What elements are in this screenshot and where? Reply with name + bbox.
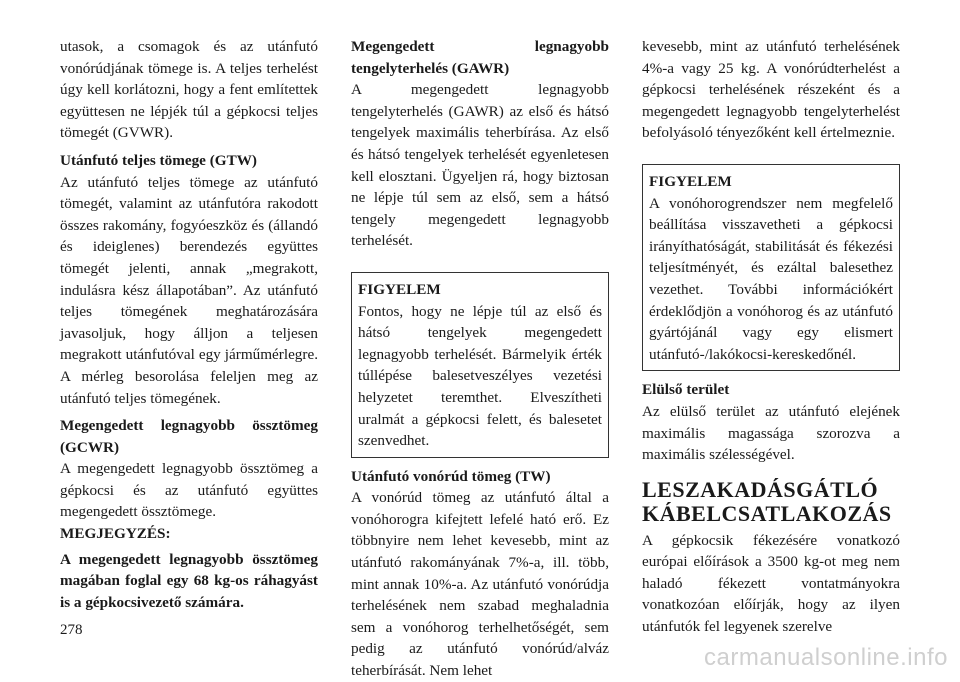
page-number: 278 xyxy=(60,622,83,638)
warning-text: Fontos, hogy ne lépje túl az első és hátsó tengelyek megengedett legnagyobb terhelését. Bármelyik érték túllépése balesetveszélyes vezetési helyzetet teremthet. Elveszítheti uralmát a gépkocsi felett, és balesetet szenvedhet. xyxy=(358,302,602,450)
paragraph-tw: A vonórúd tömeg az utánfutó által a vonóhorogra kifejtett lefelé ható erő. Ez többnyire nem lehet kevesebb, mint az utánfutó rakományának 7%-a, ill. több, mint annak 10%-a. Az utánfutó vonórúdja terhelésének nem szabad meghaladnia sem a vonóhorog terhelhetőségét, sem pedig az utánfutó vonórúd/alváz teherbírását. Nem lehet xyxy=(351,489,609,680)
watermark: carmanualsonline.info xyxy=(704,644,948,671)
paragraph-gawr: A megengedett legnagyobb tengelyterhelés (GAWR) az első és hátsó tengelyek maximális teherbírása. Az első és hátsó tengelyek terhelését egyenletesen kell elosztani. Ügyeljen rá, hogy biztosan ne lépje túl sem az első, sem a hátsó tengely megengedett legnagyobb terhelését. xyxy=(351,81,609,250)
paragraph-breakaway-cable: A gépkocsik fékezésére vonatkozó európai előírások a 3500 kg-ot meg nem haladó fékezett vontatmányokra vonatkozóan előírják, hogy az ilyen utánfutók fel legyenek szerelve xyxy=(642,531,900,636)
note-text: A megengedett legnagyobb össztömeg magában foglal egy 68 kg-os ráhagyást is a gépkocsivezető számára. xyxy=(60,550,318,611)
warning-box-axle xyxy=(351,272,609,458)
paragraph-gcwr: A megengedett legnagyobb össztömeg a gépkocsi és az utánfutó együttes megengedett össztömege. xyxy=(60,460,318,521)
heading-gtw: Utánfutó teljes tömege (GTW) xyxy=(60,151,257,169)
warning-text: A vonóhorogrendszer nem megfelelő beállítása visszavetheti a gépkocsi irányíthatóságát, stabilitását és fékezési teljesítményét, és ezáltal balesethez vezethet. További információkért érdeklődjön a vonóhorog és az utánfutó gyártójánál vagy egy elismert utánfutó-/lakókocsi-kereskedőnél. xyxy=(649,194,893,363)
heading-gawr: Megengedett legnagyobb tengelyterhelés (GAWR) xyxy=(351,38,609,77)
paragraph-continued: kevesebb, mint az utánfutó terhelésének 4%-a vagy 25 kg. A vonórúdterhelést a gépkocsi terhelésének részeként és a megengedett legnagyobb tengelyterhelést befolyásoló tényezőként kell értelmeznie. xyxy=(642,38,900,142)
warning-box-hitch xyxy=(642,164,900,371)
heading-gcwr: Megengedett legnagyobb össztömeg (GCWR) xyxy=(60,417,318,456)
note-title: MEGJEGYZÉS: xyxy=(60,525,171,543)
column-left xyxy=(60,36,318,613)
column-middle xyxy=(351,36,609,682)
paragraph-front-area: Az elülső terület az utánfutó elejének maximális magassága szorozva a maximális szélességével. xyxy=(642,402,900,464)
warning-title: FIGYELEM xyxy=(649,172,732,190)
warning-title: FIGYELEM xyxy=(358,280,441,298)
heading-front-area: Elülső terület xyxy=(642,381,730,399)
column-right xyxy=(642,36,900,638)
paragraph-intro: utasok, a csomagok és az utánfutó vonórúdjának tömege is. A teljes terhelést úgy kell korlátozni, hogy a fent említettek együttesen ne lépjék túl a gépkocsi teljes tömegét (GVWR). xyxy=(60,38,318,142)
heading-tw: Utánfutó vonórúd tömeg (TW) xyxy=(351,467,551,485)
section-heading-breakaway-cable: LESZAKADÁSGÁTLÓ KÁBELCSATLAKOZÁS xyxy=(642,476,892,526)
paragraph-gtw: Az utánfutó teljes tömege az utánfutó tömegét, valamint az utánfutóra rakodott összes rakomány, fogyóeszköz és (állandó és ideiglenes) berendezés együttes tömegét jelenti, annak „megrakott, indulásra kész állapotában”. Az utánfutó teljes tömegének meghatározására javasoljuk, hogy álljon a teljesen megrakott utánfutóval egy járműmérlegre. A mérleg besorolása feleljen meg az utánfutó teljes tömegének. xyxy=(60,173,318,407)
